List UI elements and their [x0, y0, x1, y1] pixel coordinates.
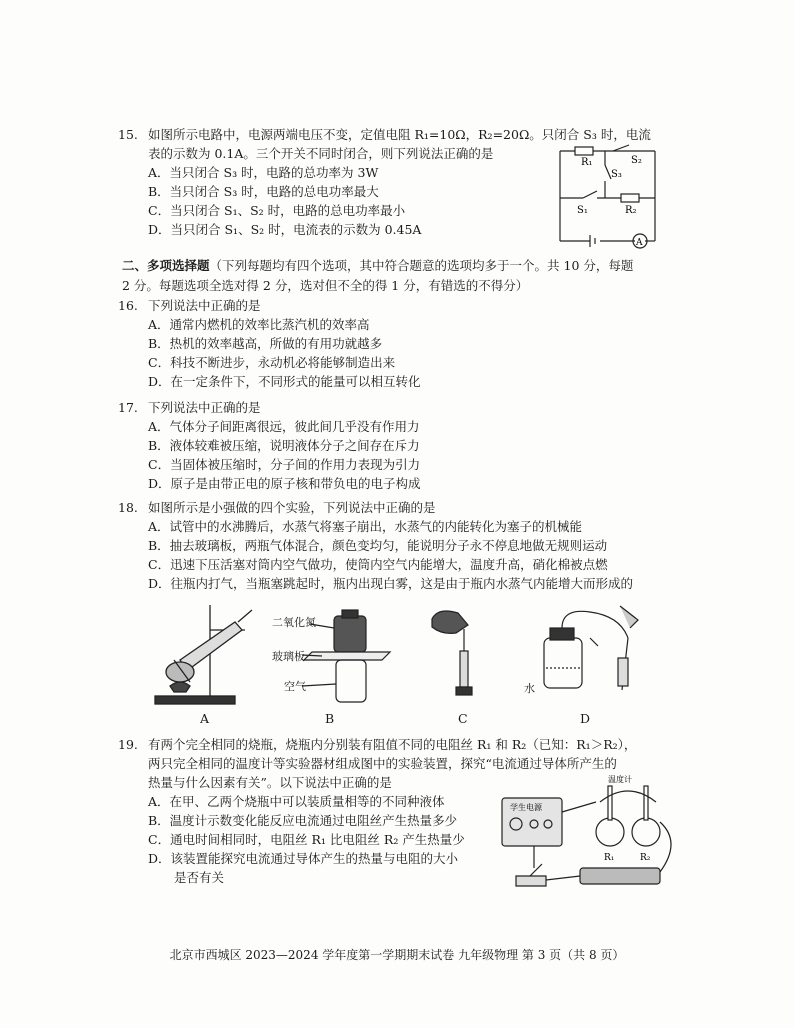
question-stem: 两只完全相同的温度计等实验器材组成图中的实验装置，探究“电流通过导体所产生的 — [148, 756, 617, 771]
experiment-figure-c — [428, 605, 498, 705]
label-s1: S₁ — [577, 205, 588, 216]
question-number: 17. — [118, 400, 138, 415]
option-b: B．热机的效率越高，所做的有用功就越多 — [148, 336, 383, 351]
option-d: D．在一定条件下，不同形式的能量可以相互转化 — [148, 374, 421, 389]
question-stem: 如图所示电路中，电源两端电压不变，定值电阻 R₁=10Ω，R₂=20Ω。只闭合 S₃ 时，电流 — [148, 127, 651, 142]
experiment-figure-a — [150, 600, 265, 710]
label-thermometer: 温度计 — [608, 775, 632, 784]
figure-label-c: C — [458, 711, 468, 726]
option-b: B．当只闭合 S₃ 时，电路的总电功率最大 — [148, 184, 379, 199]
option-c: C．当只闭合 S₁、S₂ 时，电路的总电功率最小 — [148, 203, 406, 218]
option-d: D．当只闭合 S₁、S₂ 时，电流表的示数为 0.45A — [148, 222, 422, 237]
label-s2: S₂ — [631, 155, 642, 166]
ammeter-label: A — [636, 238, 643, 248]
section-instructions-2: 2 分。每题选项全选对得 2 分，选对但不全的得 1 分，有错选的不得分） — [122, 278, 529, 293]
experiment-figure-d — [520, 598, 655, 706]
label-r2: R₂ — [640, 853, 651, 863]
question-stem: 热量与什么因素有关”。以下说法中正确的是 — [148, 775, 392, 790]
option-b: B．液体较难被压缩，说明液体分子之间存在斥力 — [148, 438, 420, 453]
question-17 — [118, 398, 421, 493]
option-b: B．温度计示数变化能反应电流通过电阻丝产生热量多少 — [148, 813, 458, 828]
label-water: 水 — [524, 682, 535, 695]
option-a: A．气体分子间距离很远，彼此间几乎没有作用力 — [148, 419, 420, 434]
question-stem: 有两个完全相同的烧瓶，烧瓶内分别装有阻值不同的电阻丝 R₁ 和 R₂（已知：R₁＞R₂）， — [148, 737, 637, 752]
option-a: A．在甲、乙两个烧瓶中可以装质量相等的不同种液体 — [148, 794, 445, 809]
option-c: C．当固体被压缩时，分子间的作用力表现为引力 — [148, 457, 421, 472]
option-a: A．试管中的水沸腾后，水蒸气将塞子崩出，水蒸气的内能转化为塞子的机械能 — [148, 519, 583, 534]
label-s3: S₃ — [611, 169, 622, 180]
option-d: D．原子是由带正电的原子核和带负电的电子构成 — [148, 476, 421, 491]
question-stem: 如图所示是小强做的四个实验，下列说法中正确的是 — [148, 500, 436, 515]
question-number: 15. — [118, 127, 138, 142]
question-16 — [118, 296, 421, 391]
figure-label-d: D — [580, 711, 591, 726]
label-r2: R₂ — [625, 205, 637, 216]
question-stem: 下列说法中正确的是 — [148, 298, 261, 313]
section-title: 二、多项选择题 — [122, 258, 210, 273]
experiment-apparatus-q19 — [500, 772, 682, 894]
section-header — [122, 256, 682, 296]
option-c: C．通电时间相同时，电阻丝 R₁ 比电阻丝 R₂ 产生热量少 — [148, 832, 465, 847]
figure-label-a: A — [200, 711, 210, 726]
label-nitrogen-dioxide: 二氧化氮 — [272, 616, 316, 629]
option-c: C．科技不断进步，永动机必将能够制造出来 — [148, 355, 396, 370]
option-b: B．抽去玻璃板，两瓶气体混合，颜色变均匀，能说明分子永不停息地做无规则运动 — [148, 538, 608, 553]
figure-label-b: B — [325, 711, 335, 726]
label-air: 空气 — [284, 680, 306, 693]
question-number: 16. — [118, 298, 138, 313]
question-stem: 表的示数为 0.1A。三个开关不同时闭合，则下列说法正确的是 — [148, 146, 494, 161]
label-r1: R₁ — [581, 157, 593, 168]
circuit-diagram-q15 — [555, 143, 665, 251]
option-c: C．迅速下压活塞对筒内空气做功，使筒内空气内能增大，温度升高，硝化棉被点燃 — [148, 557, 608, 572]
option-d: D．往瓶内打气，当瓶塞跳起时，瓶内出现白雾，这是由于瓶内水蒸气内能增大而形成的 — [148, 576, 634, 591]
section-instructions: （下列每题均有四个选项，其中符合题意的选项均多于一个。共 10 分，每题 — [209, 258, 634, 273]
option-d-continued: 是否有关 — [174, 870, 225, 885]
question-18 — [118, 498, 634, 593]
label-glass-plate: 玻璃板 — [272, 650, 305, 663]
label-power-supply: 学生电源 — [510, 803, 542, 812]
option-a: A．通常内燃机的效率比蒸汽机的效率高 — [148, 317, 370, 332]
question-number: 18. — [118, 500, 138, 515]
question-number: 19. — [118, 737, 138, 752]
label-r1: R₁ — [604, 853, 615, 863]
option-d: D．该装置能探究电流通过导体产生的热量与电阻的大小 — [148, 851, 459, 866]
question-stem: 下列说法中正确的是 — [148, 400, 261, 415]
option-a: A．当只闭合 S₃ 时，电路的总功率为 3W — [148, 165, 379, 180]
page-footer: 北京市西城区 2023—2024 学年度第一学期期末试卷 九年级物理 第 3 页（共 8 页） — [169, 948, 625, 962]
